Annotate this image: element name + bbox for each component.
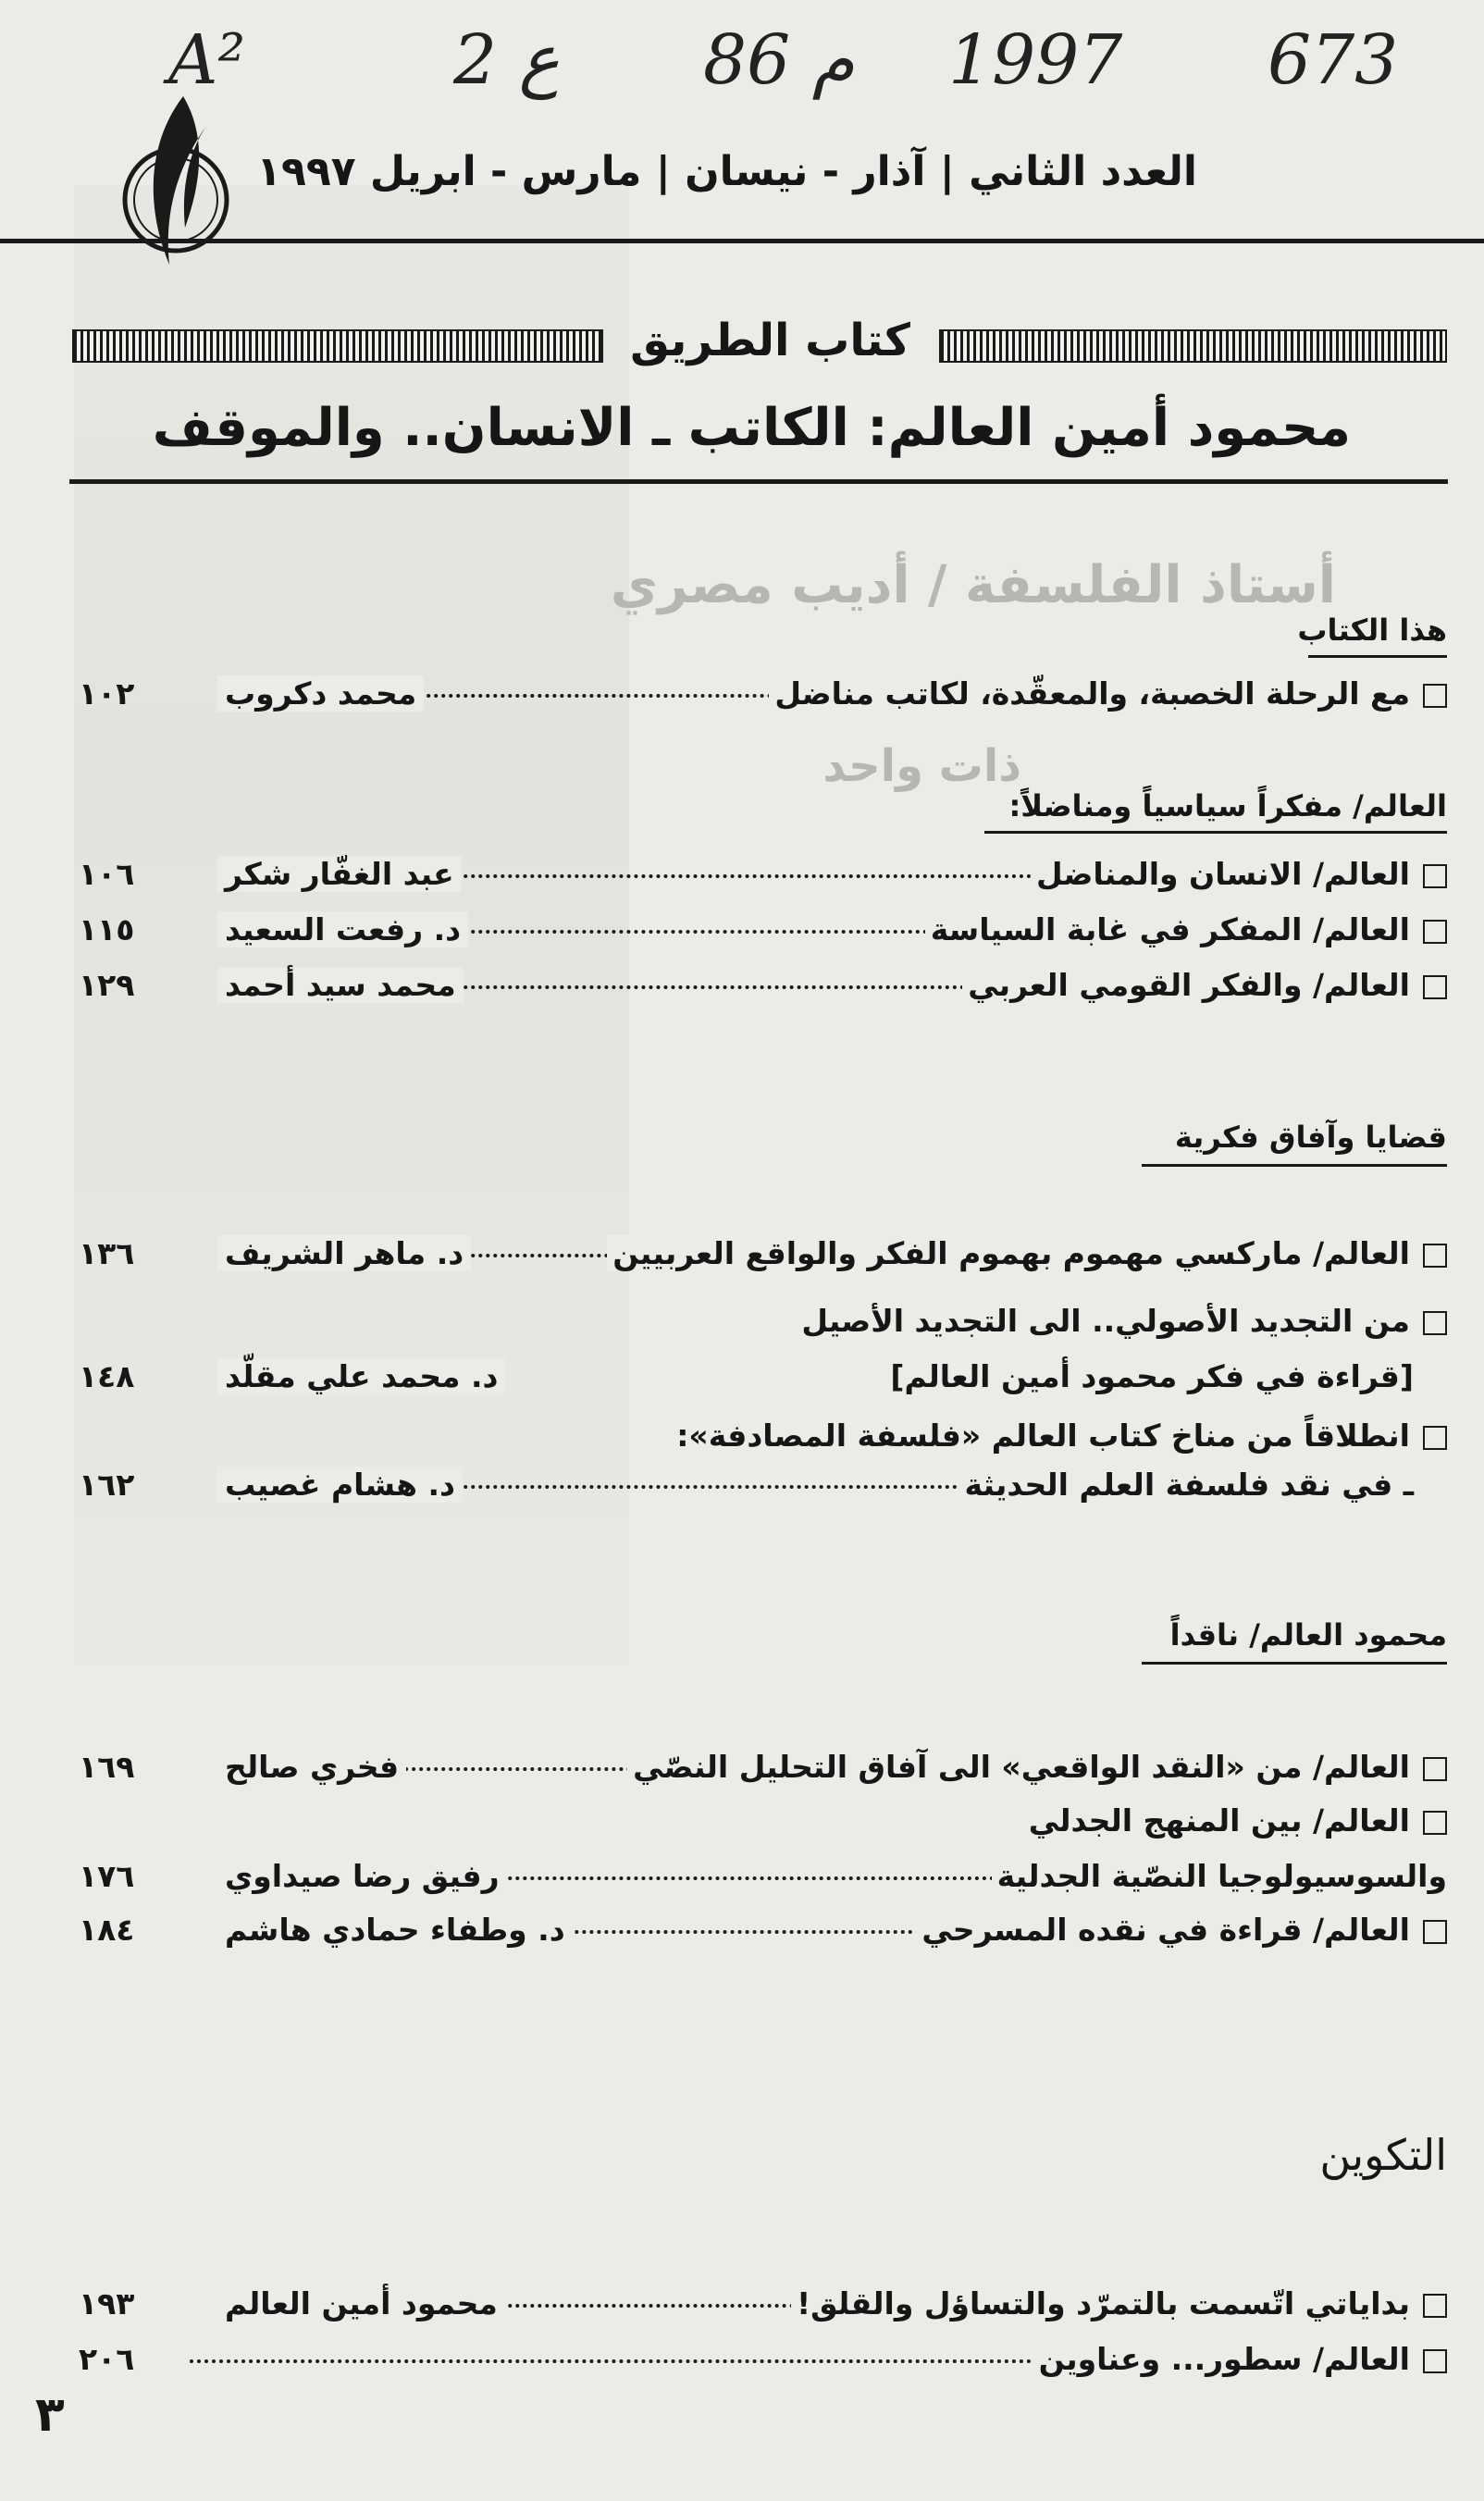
handwritten-note: 1997 <box>948 20 1123 100</box>
decorative-bar <box>939 329 1447 363</box>
toc-entry[interactable] <box>79 2285 1447 2326</box>
checkbox-icon <box>1423 684 1447 708</box>
checkbox-icon <box>1423 1811 1447 1835</box>
checkbox-icon <box>1423 2294 1447 2318</box>
entry-page: ١٠٦ <box>79 856 135 892</box>
entry-title: انطلاقاً من مناخ كتاب العالم «فلسفة المصادفة»: <box>676 1418 1410 1454</box>
underline <box>984 831 1447 834</box>
toc-entry[interactable] <box>79 967 1447 1008</box>
toc-entry[interactable] <box>79 911 1447 952</box>
entry-author: د. ماهر الشريف <box>217 1235 471 1271</box>
section-heading: هذا الكتاب <box>1297 613 1447 648</box>
toc-entry[interactable] <box>79 1912 1447 1952</box>
underline <box>1142 1164 1447 1167</box>
entry-page: ٢٠٦ <box>79 2341 135 2377</box>
section-header: كتاب الطريق <box>630 315 910 366</box>
entry-page: ١٧٦ <box>79 1858 135 1894</box>
entry-page: ١٤٨ <box>79 1358 135 1394</box>
decorative-bar <box>72 329 603 363</box>
entry-title: والسوسيولوجيا النصّية الجدلية <box>996 1858 1447 1894</box>
flame-logo-icon <box>118 89 239 274</box>
checkbox-icon <box>1423 1757 1447 1781</box>
entry-author: محمد دكروب <box>217 675 424 712</box>
toc-entry[interactable] <box>79 1418 1447 1458</box>
bleed-through-text: ذات واحد <box>822 740 1021 792</box>
entry-page: ١٠٢ <box>79 675 135 712</box>
entry-page: ١٦٢ <box>79 1467 135 1503</box>
section-heading: قضايا وآفاق فكرية <box>1174 1120 1447 1155</box>
entry-title: العالم/ الانسان والمناضل <box>1036 856 1410 892</box>
entry-page: ١٦٩ <box>79 1749 135 1785</box>
entry-author: د. هشام غصيب <box>217 1467 463 1503</box>
handwritten-note: 86 م <box>703 20 855 100</box>
handwritten-note: A² <box>168 20 246 100</box>
entry-title: العالم/ ماركسي مهموم بهموم الفكر والواقع العربيين <box>612 1235 1410 1271</box>
entry-page: ١٢٩ <box>79 967 135 1003</box>
toc-entry[interactable] <box>79 1802 1447 1843</box>
handwritten-note: 2 ع <box>453 20 560 100</box>
checkbox-icon <box>1423 864 1447 888</box>
entry-author: د. وطفاء حمادي هاشم <box>217 1912 573 1948</box>
divider <box>0 239 1484 243</box>
issue-info: العدد الثاني | آذار - نيسان | مارس - ابريل ١٩٩٧ <box>256 148 1197 195</box>
section-heading: العالم/ مفكراً سياسياً ومناضلاً: <box>1008 788 1447 823</box>
entry-author: د. محمد علي مقلّد <box>217 1358 505 1394</box>
checkbox-icon <box>1423 920 1447 944</box>
entry-title: مع الرحلة الخصبة، والمعقّدة، لكاتب مناضل <box>774 675 1410 712</box>
entry-title: العالم/ سطور... وعناوين <box>1038 2341 1410 2377</box>
toc-entry[interactable] <box>79 2341 1447 2382</box>
entry-author: عبد الغفّار شكر <box>217 856 462 892</box>
underline <box>1142 1662 1447 1665</box>
underline <box>1308 655 1447 658</box>
checkbox-icon <box>1423 1426 1447 1450</box>
entry-title: العالم/ قراءة في نقده المسرحي <box>921 1912 1410 1948</box>
book-subtitle: محمود أمين العالم: الكاتب ـ الانسان.. والموقف <box>152 398 1351 458</box>
entry-page: ١٨٤ <box>79 1912 135 1948</box>
toc-entry[interactable] <box>79 675 1447 716</box>
entry-title: [قراءة في فكر محمود أمين العالم] <box>890 1358 1414 1394</box>
bleed-through-text: أستاذ الفلسفة / أديب مصري <box>610 555 1336 615</box>
checkbox-icon <box>1423 1244 1447 1268</box>
section-heading: محمود العالم/ ناقداً <box>1169 1617 1447 1653</box>
entry-author: د. رفعت السعيد <box>217 911 468 947</box>
entry-title: العالم/ من «النقد الواقعي» الى آفاق التحليل النصّي <box>633 1749 1410 1785</box>
entry-title: ـ في نقد فلسفة العلم الحديثة <box>964 1467 1414 1503</box>
entry-title: العالم/ المفكر في غابة السياسة <box>930 911 1410 947</box>
toc-entry[interactable] <box>79 1303 1447 1343</box>
toc-entry[interactable] <box>79 1467 1447 1507</box>
entry-author: رفيق رضا صيداوي <box>217 1858 507 1894</box>
checkbox-icon <box>1423 975 1447 999</box>
toc-entry[interactable] <box>79 1235 1447 1276</box>
entry-author: محمود أمين العالم <box>217 2285 505 2321</box>
entry-page: ١٣٦ <box>79 1235 135 1271</box>
handwritten-note: 673 <box>1268 20 1399 100</box>
toc-entry[interactable] <box>79 856 1447 897</box>
toc-entry[interactable] <box>79 1749 1447 1789</box>
divider <box>69 479 1448 484</box>
toc-entry[interactable] <box>79 1858 1447 1899</box>
entry-title: من التجديد الأصولي.. الى التجديد الأصيل <box>801 1303 1410 1339</box>
checkbox-icon <box>1423 2349 1447 2373</box>
toc-entry[interactable] <box>79 1358 1447 1399</box>
entry-title: العالم/ بين المنهج الجدلي <box>1028 1802 1410 1839</box>
entry-title: العالم/ والفكر القومي العربي <box>968 967 1410 1003</box>
page-number: ٣ <box>35 2387 65 2443</box>
entry-page: ١١٥ <box>79 911 135 947</box>
entry-author: فخري صالح <box>217 1749 406 1785</box>
entry-page: ١٩٣ <box>79 2285 135 2321</box>
checkbox-icon <box>1423 1920 1447 1944</box>
entry-author: محمد سيد أحمد <box>217 967 464 1003</box>
checkbox-icon <box>1423 1311 1447 1335</box>
section-heading: التكوين <box>1319 2130 1447 2180</box>
entry-title: بداياتي اتّسمت بالتمرّد والتساؤل والقلق! <box>797 2285 1410 2321</box>
